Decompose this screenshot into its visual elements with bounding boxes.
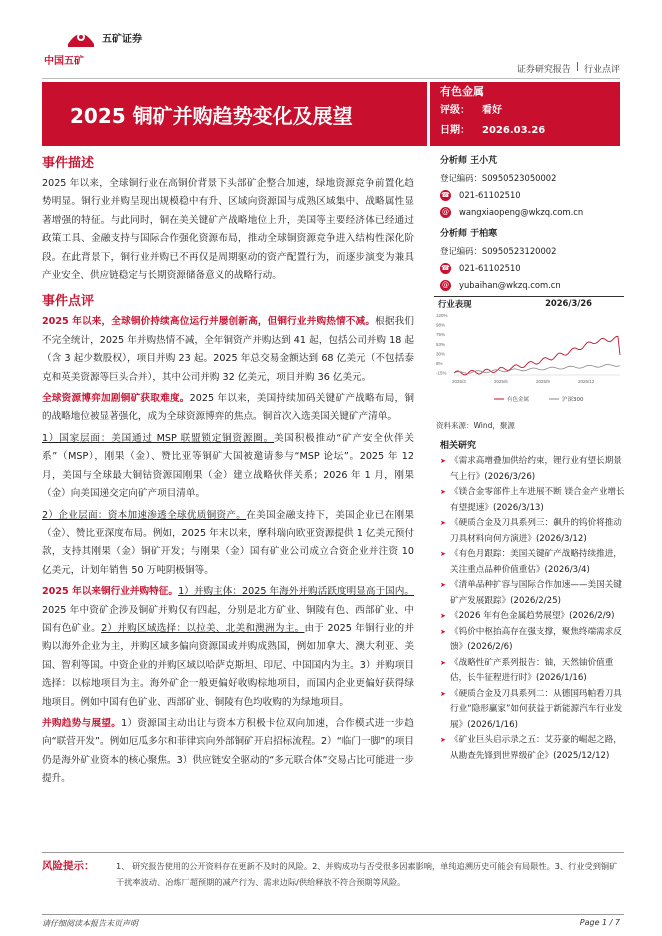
comment-5-sub-a: 1）并购主体：2025 年海外并购活跃度明显高于国内。 bbox=[178, 586, 414, 598]
analyst-2-email[interactable]: yubaihan@wkzq.com.cn bbox=[459, 280, 561, 290]
comment-1-lead: 2025 年以来，全球铜价持续高位运行并屡创新高，但铜行业并购热情不减。 bbox=[42, 316, 376, 328]
breadcrumb-type: 行业点评 bbox=[583, 65, 620, 75]
events-text: 2025 年以来，全球铜行业在高铜价背景下头部矿企整合加速，绿地资源竞争前置化趋势明显。铜行业并购呈现出规模稳中有升、区域向资源国与成熟区域集中、战略属性显著增强的特征。与此同时，铜在美关键矿产战略地位上升，美国等主要经济体已经通过政策工具、金融支持与国际合作强化资源布局，推动全球铜资源竞争进入结构性深化阶段。在此背景下，铜行业并购已不再仅是周期驱动的资产配置行为，而逐步演变为兼具产业安全、供应链稳定与长期资源储备意义的战略行动。 bbox=[42, 178, 414, 282]
risk-label: 风险提示： bbox=[42, 860, 95, 872]
breadcrumb-separator: | bbox=[575, 62, 579, 72]
comments-title: 事件点评 bbox=[42, 294, 95, 310]
comment-5-sub-c: 2）并购区域选择：以拉美、北美和澳洲为主。 bbox=[101, 622, 305, 634]
y-tick-label: -15% bbox=[436, 370, 447, 376]
x-tick-label: 2025/9 bbox=[536, 379, 550, 384]
phone-icon: ☎ bbox=[441, 191, 450, 199]
series-nonferrous-line bbox=[454, 336, 620, 375]
analyst-2-phone: 021-61102510 bbox=[459, 263, 521, 273]
related-item-text[interactable]: 《2026 年有色金属趋势展望》(2026/2/9) bbox=[450, 611, 615, 621]
related-item[interactable] bbox=[440, 485, 626, 516]
comment-paragraph-3 bbox=[42, 430, 414, 504]
related-item[interactable] bbox=[440, 516, 626, 547]
related-item[interactable] bbox=[440, 656, 626, 687]
analyst-1-email[interactable]: wangxiaopeng@wkzq.com.cn bbox=[459, 207, 584, 217]
date-label: 日期： bbox=[440, 125, 470, 136]
perf-date: 2026/3/26 bbox=[545, 298, 592, 308]
comment-6-lead: 并购趋势与展望。 bbox=[42, 717, 122, 729]
comment-paragraph-2 bbox=[42, 390, 414, 427]
related-item-text[interactable]: 《钨价中枢抬高存在强支撑，聚焦终端需求反馈》(2026/2/6) bbox=[450, 626, 622, 652]
analyst-1 bbox=[440, 152, 624, 221]
arrow-icon: ➤ bbox=[440, 457, 446, 465]
comment-2-text: 2025 年以来，美国持续加码关键矿产战略布局，铜的战略地位被显著强化，成为全球资源博弈的焦点。铜首次入选美国关键矿产清单。 bbox=[42, 393, 414, 423]
arrow-icon: ➤ bbox=[440, 519, 446, 527]
risk-section bbox=[42, 852, 624, 890]
arrow-icon: ➤ bbox=[440, 689, 446, 698]
logo bbox=[44, 22, 162, 70]
analyst-1-reg: 登记编码：S0950523050002 bbox=[440, 173, 557, 183]
y-tick-label: 98% bbox=[436, 322, 446, 328]
analyst-1-email-row[interactable] bbox=[440, 204, 624, 221]
perf-chart-svg bbox=[434, 311, 624, 411]
related-list bbox=[440, 454, 626, 764]
arrow-icon: ➤ bbox=[440, 612, 446, 620]
x-tick-label: 2025/3 bbox=[452, 379, 466, 384]
y-tick-label: 30% bbox=[436, 351, 446, 357]
comment-4-lead: 2）企业层面：资本加速渗透全球优质铜资产。 bbox=[42, 509, 247, 521]
footer-divider bbox=[42, 914, 624, 915]
phone-icon: ☎ bbox=[441, 264, 450, 272]
comment-5-text-b: 2025 年中资矿企涉及铜矿并购仅有四起，分别是北方矿业、铜陵有色、西部矿业、中国有色矿业。 bbox=[42, 604, 414, 634]
arrow-icon: ➤ bbox=[440, 550, 446, 558]
date-row bbox=[440, 122, 610, 140]
arrow-icon: ➤ bbox=[440, 736, 446, 744]
page-title: 2025 铜矿并购趋势变化及展望 bbox=[70, 103, 353, 128]
perf-chart bbox=[434, 296, 624, 414]
related-item-text[interactable]: 《镁合金零部件上车进展不断 镁合金产业增长有望提速》(2026/3/13) bbox=[450, 487, 625, 513]
analyst-1-phone-row bbox=[440, 187, 624, 204]
comment-5-lead: 2025 年以来铜行业并购特征。 bbox=[42, 586, 179, 598]
logo-company-name: 五矿证券 bbox=[102, 34, 142, 45]
events-title: 事件描述 bbox=[42, 156, 95, 171]
arrow-icon: ➤ bbox=[440, 627, 446, 636]
related-item-text[interactable]: 《需求高增叠加供给约束，锂行业有望长期景气上行》(2026/3/26) bbox=[450, 456, 622, 482]
rating-label: 评级： bbox=[440, 105, 470, 116]
email-icon: @ bbox=[442, 281, 449, 289]
comment-3-lead: 1）国家层面：美国通过 MSP 联盟锁定铜资源圈。 bbox=[42, 432, 275, 444]
breadcrumb bbox=[517, 62, 620, 75]
date-value: 2026.03.26 bbox=[482, 125, 546, 136]
related-item[interactable] bbox=[440, 547, 626, 578]
related-item-text[interactable]: 《战略性矿产系列报告：铀，天然铀价值重估，长牛征程进行时》(2026/1/16) bbox=[450, 657, 614, 683]
y-tick-label: 120% bbox=[436, 313, 448, 318]
related-research bbox=[440, 438, 626, 764]
related-item[interactable] bbox=[440, 687, 626, 734]
perf-source: 资料来源：Wind，聚源 bbox=[436, 421, 515, 430]
comment-paragraph-4 bbox=[42, 507, 414, 581]
series-csi300-line bbox=[454, 364, 620, 373]
legend-csi300: 沪深300 bbox=[562, 397, 584, 403]
page-number: Page 1 / 7 bbox=[579, 918, 620, 927]
breadcrumb-report: 证券研究报告 bbox=[516, 65, 571, 75]
related-item[interactable] bbox=[440, 733, 626, 764]
legend-nonferrous: 有色金属 bbox=[507, 397, 530, 403]
logo-emblem-icon bbox=[64, 22, 98, 56]
related-item[interactable] bbox=[440, 454, 626, 485]
related-item-text[interactable]: 《有色月跟踪：美国关键矿产战略持续推进，关注重点品种价值重估》(2026/3/4) bbox=[450, 549, 622, 575]
header-divider bbox=[42, 78, 620, 79]
comment-paragraph-1 bbox=[42, 313, 414, 387]
related-title: 相关研究 bbox=[440, 441, 477, 451]
arrow-icon: ➤ bbox=[440, 581, 446, 589]
sidebar bbox=[440, 152, 624, 294]
email-icon: @ bbox=[442, 208, 449, 216]
arrow-icon: ➤ bbox=[440, 488, 446, 496]
logo-parent-name: 中国五矿 bbox=[44, 56, 84, 67]
footer-disclaimer: 请仔细阅读本报告末页声明 bbox=[42, 919, 138, 928]
rating-row bbox=[440, 100, 610, 122]
analyst-2-phone-row bbox=[440, 260, 624, 277]
y-tick-label: 8% bbox=[436, 361, 443, 366]
comment-paragraph-5 bbox=[42, 583, 414, 712]
related-item-text[interactable]: 《硬质合金及刀具系列二：从德国玛帕看刀具行业“隐形赢家”如何获益于新能源汽车行业发展》(2026/1/16) bbox=[450, 688, 623, 730]
comment-3-text: 美国积极推动“矿产安全伙伴关系”（MSP），刚果（金）、赞比亚等铜矿大国被邀请参与“MSP 论坛”。2025 年 12 月，美国与全球最大铜钴资源国刚果（金）建立战略伙伴关系；2026 年 1 月，刚果（金）向美国递交定向矿产项目清单。 bbox=[42, 432, 414, 500]
comment-4-text: 在美国金融支持下，美国企业已在刚果（金）、赞比亚深度布局。例如，2025 年末以来，摩科瑞向欧亚资源提供 1 亿美元预付款，支持其刚果（金）铜矿开发；与刚果（金）国有矿业公司成立合资企业并注资 10 亿美元，计划年销售 50 万吨阴极铜等。 bbox=[42, 509, 415, 576]
comment-1-text: 根据我们不完全统计，2025 年并购热情不减，全年铜资产并购达到 41 起，包括公司并购 18 起（含 3 起少数股权），项目并购 23 起。2025 年总交易金额达到 68 亿美元（不包括泰克和英美资源等巨头合并），其中公司并购 32 亿美元，项目并购 36 亿美元。 bbox=[42, 316, 414, 383]
risk-text: 1、 研究报告使用的公开资料存在更新不及时的风险。2、并购成功与否受很多因素影响，单纯追溯历史可能会有局限性。3、行业受到铜矿干扰率波动、冶炼厂超预期的减产行为、需求边际/供给释放不符合预期等风险。 bbox=[116, 861, 618, 887]
y-tick-label: 53% bbox=[436, 341, 446, 347]
x-tick-label: 2025/6 bbox=[494, 379, 508, 384]
analyst-1-phone: 021-61102510 bbox=[459, 190, 521, 200]
comment-paragraph-6 bbox=[42, 715, 414, 789]
related-item-text[interactable]: 《矿业巨头启示录之五：艾芬豪的崛起之路，从勘查先锋到世界级矿企》(2025/12/12) bbox=[450, 735, 622, 761]
perf-title: 行业表现 bbox=[438, 299, 472, 309]
comment-5-text-d: 由于 2025 年铜行业的并购以海外企业为主，并购区域多偏向资源国或并购成熟国，例如加拿大、澳大利亚、美国、智利等国。中资企业的并购区域以哈萨克斯坦、印尼、中国国内为主。3）并购项目选择：以棕地项目为主。海外矿企一般更偏好收购棕地项目，而国内企业更偏好获得绿地项目。例如中国有色矿业、西部矿业、铜陵有色均收购的为绿地项目。 bbox=[42, 622, 414, 708]
related-item-text[interactable]: 《硬质合金及刀具系列三：飙升的钨价将推动刀具材料向何方演进》(2026/3/12) bbox=[450, 518, 622, 544]
comment-2-lead: 全球资源博弈加剧铜矿获取难度。 bbox=[42, 393, 190, 405]
rating-box bbox=[430, 82, 620, 146]
analyst-2-reg: 登记编码：S0950523120002 bbox=[440, 246, 557, 256]
related-item[interactable] bbox=[440, 578, 626, 609]
analyst-2 bbox=[440, 225, 624, 294]
x-tick-label: 2025/12 bbox=[578, 379, 595, 384]
main-column bbox=[42, 152, 414, 789]
arrow-icon: ➤ bbox=[440, 658, 446, 667]
related-item[interactable] bbox=[440, 625, 626, 656]
related-item[interactable] bbox=[440, 609, 626, 625]
comment-6-text: 1）资源国主动出让与资本方积极卡位双向加速，合作模式进一步趋向“联营开发”。例如厄瓜多尔和菲律宾向外部铜矿开启招标流程。2）“临门一脚”的项目仍是海外矿业资本的核心聚焦。3）供应链安全驱动的“多元联合体”交易占比可能进一步提升。 bbox=[42, 717, 415, 785]
analyst-2-title: 分析师 于柏寒 bbox=[440, 229, 498, 239]
related-item-text[interactable]: 《清单品种扩容与国际合作加速——美国关键矿产发展跟踪》(2026/2/25) bbox=[450, 580, 622, 606]
rating-value: 看好 bbox=[482, 105, 502, 116]
title-banner bbox=[42, 82, 427, 146]
y-tick-label: 75% bbox=[436, 332, 446, 338]
analyst-1-title: 分析师 王小芃 bbox=[440, 156, 498, 166]
industry-name: 有色金属 bbox=[440, 85, 484, 98]
analyst-2-email-row[interactable] bbox=[440, 277, 624, 294]
